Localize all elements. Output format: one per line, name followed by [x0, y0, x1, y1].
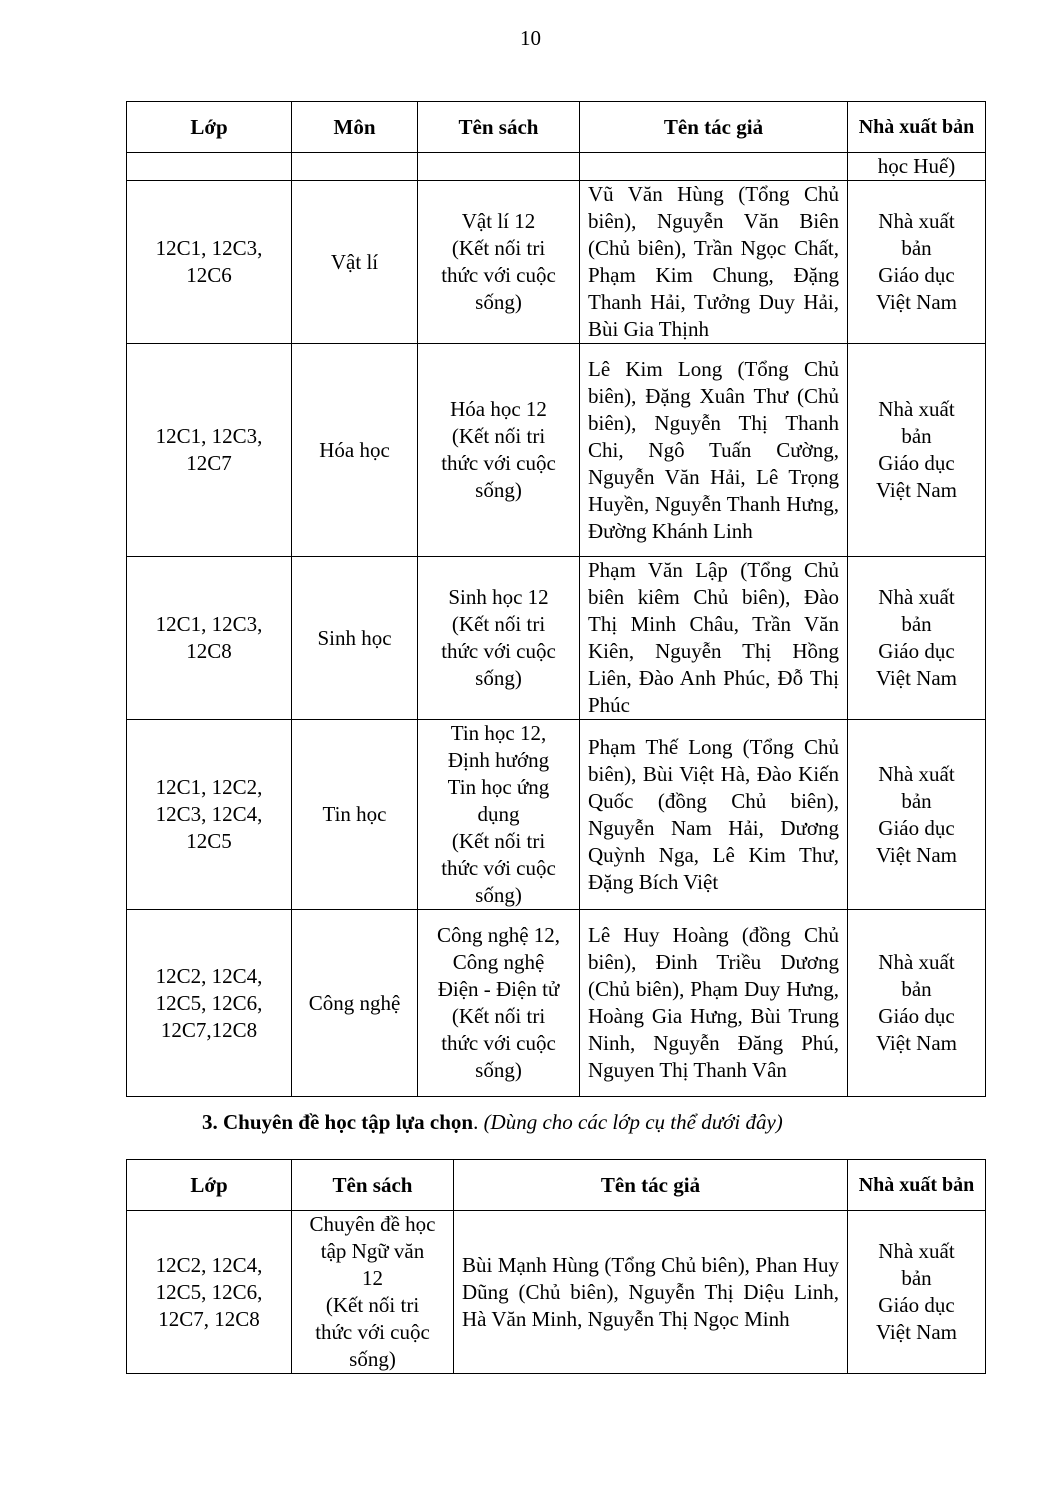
cell-ten-sach: Hóa học 12 (Kết nối tri thức với cuộc sống)	[418, 344, 580, 557]
textbook-table	[126, 101, 986, 1097]
header-ten-tac-gia: Tên tác giả	[580, 102, 848, 153]
header-nha-xuat-ban: Nhà xuất bản	[848, 1160, 986, 1211]
page-number: 10	[520, 26, 541, 50]
cell-mon: Hóa học	[292, 344, 418, 557]
cell-ten-tac-gia: Vũ Văn Hùng (Tổng Chủ biên), Nguyễn Văn Biên (Chủ biên), Trần Ngọc Chất, Phạm Kim Chung, Đặng Thanh Hải, Tưởng Duy Hải, Bùi Gia Thịnh	[580, 181, 848, 344]
cell-ten-sach: Tin học 12, Định hướng Tin học ứng dụng (Kết nối tri thức với cuộc sống)	[418, 720, 580, 910]
table-row	[127, 910, 986, 1097]
cell-ten-sach	[418, 153, 580, 181]
cell-lop: 12C1, 12C2, 12C3, 12C4, 12C5	[127, 720, 292, 910]
cell-nha-xuat-ban: Nhà xuất bản Giáo dục Việt Nam	[848, 181, 986, 344]
table-row	[127, 720, 986, 910]
section-3-title: 3. Chuyên đề học tập lựa chọn	[202, 1110, 474, 1134]
cell-nha-xuat-ban: Nhà xuất bản Giáo dục Việt Nam	[848, 720, 986, 910]
cell-lop	[127, 153, 292, 181]
table-header-row	[127, 1160, 986, 1211]
cell-nha-xuat-ban: Nhà xuất bản Giáo dục Việt Nam	[848, 344, 986, 557]
header-lop: Lớp	[127, 1160, 292, 1211]
header-nha-xuat-ban: Nhà xuất bản	[848, 102, 986, 153]
elective-topics-table	[126, 1159, 986, 1374]
header-ten-sach: Tên sách	[418, 102, 580, 153]
cell-nha-xuat-ban: học Huế)	[848, 153, 986, 181]
cell-mon: Sinh học	[292, 557, 418, 720]
header-ten-tac-gia: Tên tác giả	[454, 1160, 848, 1211]
cell-nha-xuat-ban: Nhà xuất bản Giáo dục Việt Nam	[848, 1211, 986, 1374]
cell-mon: Công nghệ	[292, 910, 418, 1097]
cell-lop: 12C1, 12C3, 12C6	[127, 181, 292, 344]
table-row	[127, 1211, 986, 1374]
cell-ten-tac-gia: Lê Huy Hoàng (đồng Chủ biên), Đinh Triều Dương (Chủ biên), Phạm Duy Hưng, Hoàng Gia Hưng, Bùi Trung Ninh, Nguyễn Đăng Phú, Nguyen Thị Thanh Vân	[580, 910, 848, 1097]
header-ten-sach: Tên sách	[292, 1160, 454, 1211]
cell-lop: 12C2, 12C4, 12C5, 12C6, 12C7,12C8	[127, 910, 292, 1097]
cell-ten-tac-gia: Phạm Văn Lập (Tổng Chủ biên kiêm Chủ biên), Đào Thị Minh Châu, Trần Văn Kiên, Nguyễn Thị Hồng Liên, Đào Anh Phúc, Đỗ Thị Phúc	[580, 557, 848, 720]
table-row	[127, 557, 986, 720]
header-mon: Môn	[292, 102, 418, 153]
cell-ten-tac-gia: Lê Kim Long (Tổng Chủ biên), Đặng Xuân Thư (Chủ biên), Nguyễn Thị Thanh Chi, Ngô Tuấn Cường, Nguyễn Văn Hải, Lê Trọng Huyền, Nguyễn Thanh Hưng, Đường Khánh Linh	[580, 344, 848, 557]
table-row	[127, 181, 986, 344]
cell-ten-sach: Vật lí 12 (Kết nối tri thức với cuộc sống)	[418, 181, 580, 344]
cell-nha-xuat-ban: Nhà xuất bản Giáo dục Việt Nam	[848, 557, 986, 720]
cell-ten-sach: Sinh học 12 (Kết nối tri thức với cuộc sống)	[418, 557, 580, 720]
cell-ten-tac-gia: Phạm Thế Long (Tổng Chủ biên), Bùi Việt Hà, Đào Kiến Quốc (đồng Chủ biên), Nguyễn Nam Hải, Dương Quỳnh Nga, Lê Kim Thư, Đặng Bích Việt	[580, 720, 848, 910]
cell-ten-tac-gia: Bùi Mạnh Hùng (Tổng Chủ biên), Phan Huy Dũng (Chủ biên), Nguyễn Thị Diệu Linh, Hà Văn Minh, Nguyễn Thị Ngọc Minh	[454, 1211, 848, 1374]
cell-mon	[292, 153, 418, 181]
table-header-row	[127, 102, 986, 153]
cell-mon: Tin học	[292, 720, 418, 910]
cell-mon: Vật lí	[292, 181, 418, 344]
cell-ten-sach: Công nghệ 12, Công nghệ Điện - Điện tử (Kết nối tri thức với cuộc sống)	[418, 910, 580, 1097]
cell-lop: 12C1, 12C3, 12C8	[127, 557, 292, 720]
section-3-note: (Dùng cho các lớp cụ thể dưới đây)	[483, 1110, 783, 1134]
cell-nha-xuat-ban: Nhà xuất bản Giáo dục Việt Nam	[848, 910, 986, 1097]
cell-lop: 12C1, 12C3, 12C7	[127, 344, 292, 557]
header-lop: Lớp	[127, 102, 292, 153]
cell-lop: 12C2, 12C4, 12C5, 12C6, 12C7, 12C8	[127, 1211, 292, 1374]
cell-ten-sach: Chuyên đề học tập Ngữ văn 12 (Kết nối tri thức với cuộc sống)	[292, 1211, 454, 1374]
section-3-separator: .	[473, 1110, 484, 1134]
table-row	[127, 153, 986, 181]
section-3-heading	[202, 1110, 783, 1135]
table-row	[127, 344, 986, 557]
cell-ten-tac-gia	[580, 153, 848, 181]
